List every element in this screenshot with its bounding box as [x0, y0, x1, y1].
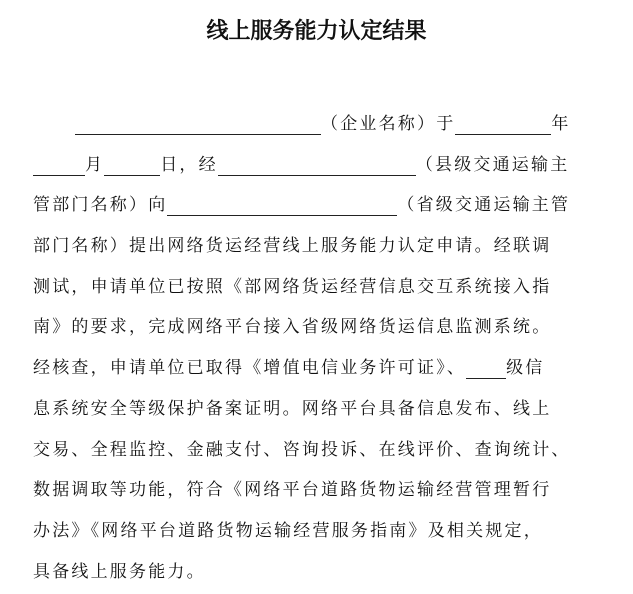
text-line-2: 月 日，经 （县级交通运输主 [33, 145, 613, 186]
security-level-blank[interactable] [466, 352, 506, 379]
text-line-1: （企业名称）于 年 [33, 104, 613, 145]
text-line-5: 测试，申请单位已按照《部网络货运经营信息交互系统接入指 [33, 276, 552, 297]
text-line-3: 管部门名称）向 （省级交通运输主管 [33, 185, 613, 226]
text-line-9: 交易、全程监控、金融支付、咨询投诉、在线评价、查询统计、 [33, 439, 571, 460]
month-blank[interactable] [33, 149, 85, 176]
text-line-10: 数据调取等功能，符合《网络平台道路货物运输经营管理暂行 [33, 480, 552, 501]
text-line-12: 具备线上服务能力。 [33, 561, 206, 582]
text-line-4: 部门名称）提出网络货运经营线上服务能力认定申请。经联调 [33, 236, 552, 257]
provincial-department-blank[interactable] [167, 189, 397, 216]
county-department-blank[interactable] [218, 149, 416, 176]
day-blank[interactable] [104, 149, 160, 176]
text-line-8: 息系统安全等级保护备案证明。网络平台具备信息发布、线上 [33, 398, 552, 419]
certification-body [33, 104, 613, 592]
document-title: 线上服务能力认定结果 [206, 19, 427, 44]
text-line-7: 经核查，申请单位已取得《增值电信业务许可证》、 级信 [33, 348, 613, 389]
text-line-11: 办法》《网络平台道路货物运输经营服务指南》及相关规定， [33, 520, 543, 541]
text-line-6: 南》的要求，完成网络平台接入省级网络货运信息监测系统。 [33, 317, 552, 338]
enterprise-name-blank[interactable] [75, 108, 321, 135]
year-blank[interactable] [455, 108, 551, 135]
